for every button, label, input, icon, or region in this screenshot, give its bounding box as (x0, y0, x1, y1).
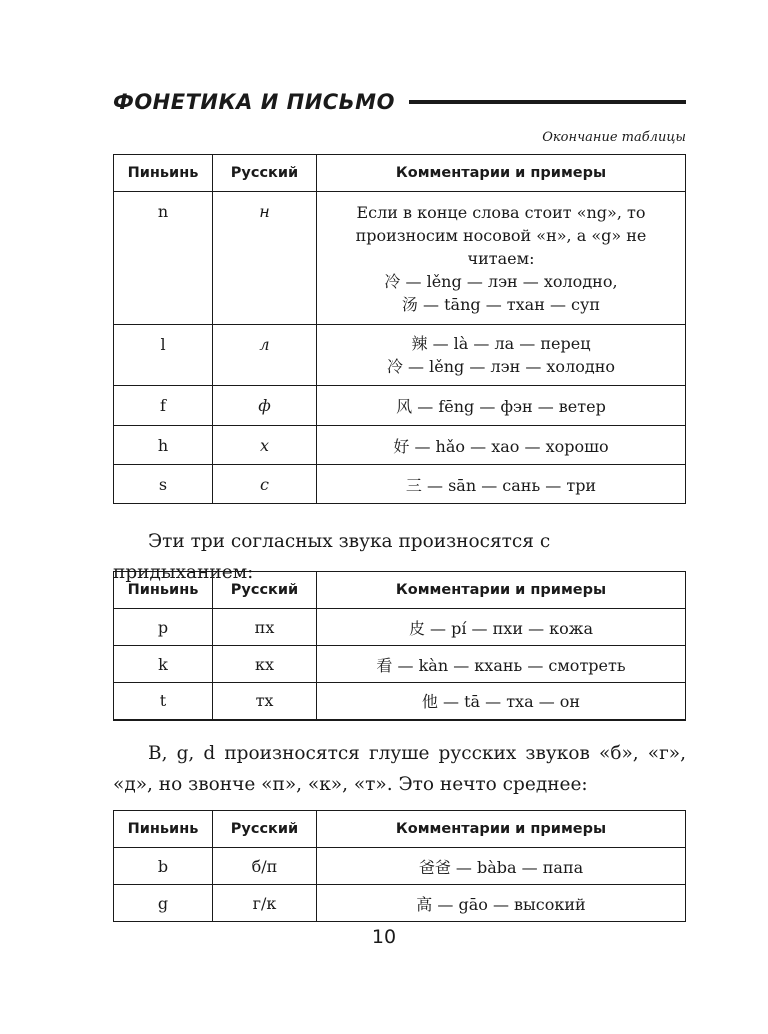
section-title: ФОНЕТИКА И ПИСЬМО (113, 90, 395, 114)
page-number: 10 (371, 926, 397, 948)
cell-pinyin: t (114, 683, 213, 720)
comment-line: 冷 — lěng — лэн — холодно (386, 357, 616, 376)
comment-line: читаем: (467, 248, 535, 268)
cell-comment: 他 — tā — тха — он (317, 683, 686, 720)
header-pinyin: Пиньинь (114, 811, 213, 848)
header-russian: Русский (213, 572, 317, 609)
cell-pinyin: l (114, 325, 213, 386)
cell-pinyin: f (114, 386, 213, 426)
cell-russian: с (213, 465, 317, 504)
table-row (114, 426, 686, 465)
comment-line: 汤 — tāng — тхан — суп (401, 294, 601, 314)
table-continuation-caption: Окончание таблицы (542, 130, 686, 145)
cell-comment: 高 — gāo — высокий (317, 885, 686, 922)
table-row (114, 683, 686, 720)
cell-russian: ф (213, 386, 317, 426)
aspirated-consonants-table (113, 571, 686, 721)
comment-line: 辣 — là — ла — перец (411, 334, 591, 353)
cell-russian: н (213, 192, 317, 325)
cell-russian: л (213, 325, 317, 386)
table-row (114, 609, 686, 646)
cell-comment (317, 192, 686, 325)
table-row (114, 885, 686, 922)
header-russian: Русский (213, 155, 317, 192)
table-row (114, 325, 686, 386)
table-row (114, 646, 686, 683)
cell-comment (317, 325, 686, 386)
running-header (113, 86, 686, 118)
table-row (114, 465, 686, 504)
cell-pinyin: s (114, 465, 213, 504)
cell-pinyin: g (114, 885, 213, 922)
table-header-row (114, 155, 686, 192)
cell-pinyin: b (114, 848, 213, 885)
table-row (114, 192, 686, 325)
table-row (114, 848, 686, 885)
table-header-row (114, 572, 686, 609)
cell-pinyin: p (114, 609, 213, 646)
comment-line: Если в конце слова стоит «ng», то (356, 202, 646, 222)
voiced-consonants-paragraph: B, g, d произносятся глуше русских звуков «б», «г», «д», но звонче «п», «к», «т». Это нечто среднее: (113, 743, 686, 795)
header-russian: Русский (213, 811, 317, 848)
cell-comment: 皮 — pí — пхи — кожа (317, 609, 686, 646)
cell-pinyin: h (114, 426, 213, 465)
header-pinyin: Пиньинь (114, 572, 213, 609)
cell-comment: 看 — kàn — кхань — смотреть (317, 646, 686, 683)
cell-russian: б/п (213, 848, 317, 885)
cell-russian: пх (213, 609, 317, 646)
cell-russian: тх (213, 683, 317, 720)
aspirated-paragraph: Эти три согласных звука произносятся с придыханием: (113, 531, 551, 583)
cell-comment: 风 — fēng — фэн — ветер (317, 386, 686, 426)
header-comment: Комментарии и примеры (317, 572, 686, 609)
cell-pinyin: n (114, 192, 213, 325)
cell-comment: 三 — sān — сань — три (317, 465, 686, 504)
cell-comment: 爸爸 — bàba — папа (317, 848, 686, 885)
cell-russian: кх (213, 646, 317, 683)
cell-pinyin: k (114, 646, 213, 683)
header-pinyin: Пиньинь (114, 155, 213, 192)
table-row (114, 386, 686, 426)
table-header-row (114, 811, 686, 848)
consonants-table-continued (113, 154, 686, 504)
comment-line: 冷 — lěng — лэн — холодно, (384, 271, 618, 291)
comment-line: произносим носовой «н», а «g» не (355, 225, 647, 245)
cell-russian: х (213, 426, 317, 465)
cell-comment: 好 — hǎo — хао — хорошо (317, 426, 686, 465)
header-comment: Комментарии и примеры (317, 155, 686, 192)
cell-russian: г/к (213, 885, 317, 922)
voiced-consonants-table (113, 810, 686, 922)
header-rule (409, 100, 686, 104)
header-comment: Комментарии и примеры (317, 811, 686, 848)
